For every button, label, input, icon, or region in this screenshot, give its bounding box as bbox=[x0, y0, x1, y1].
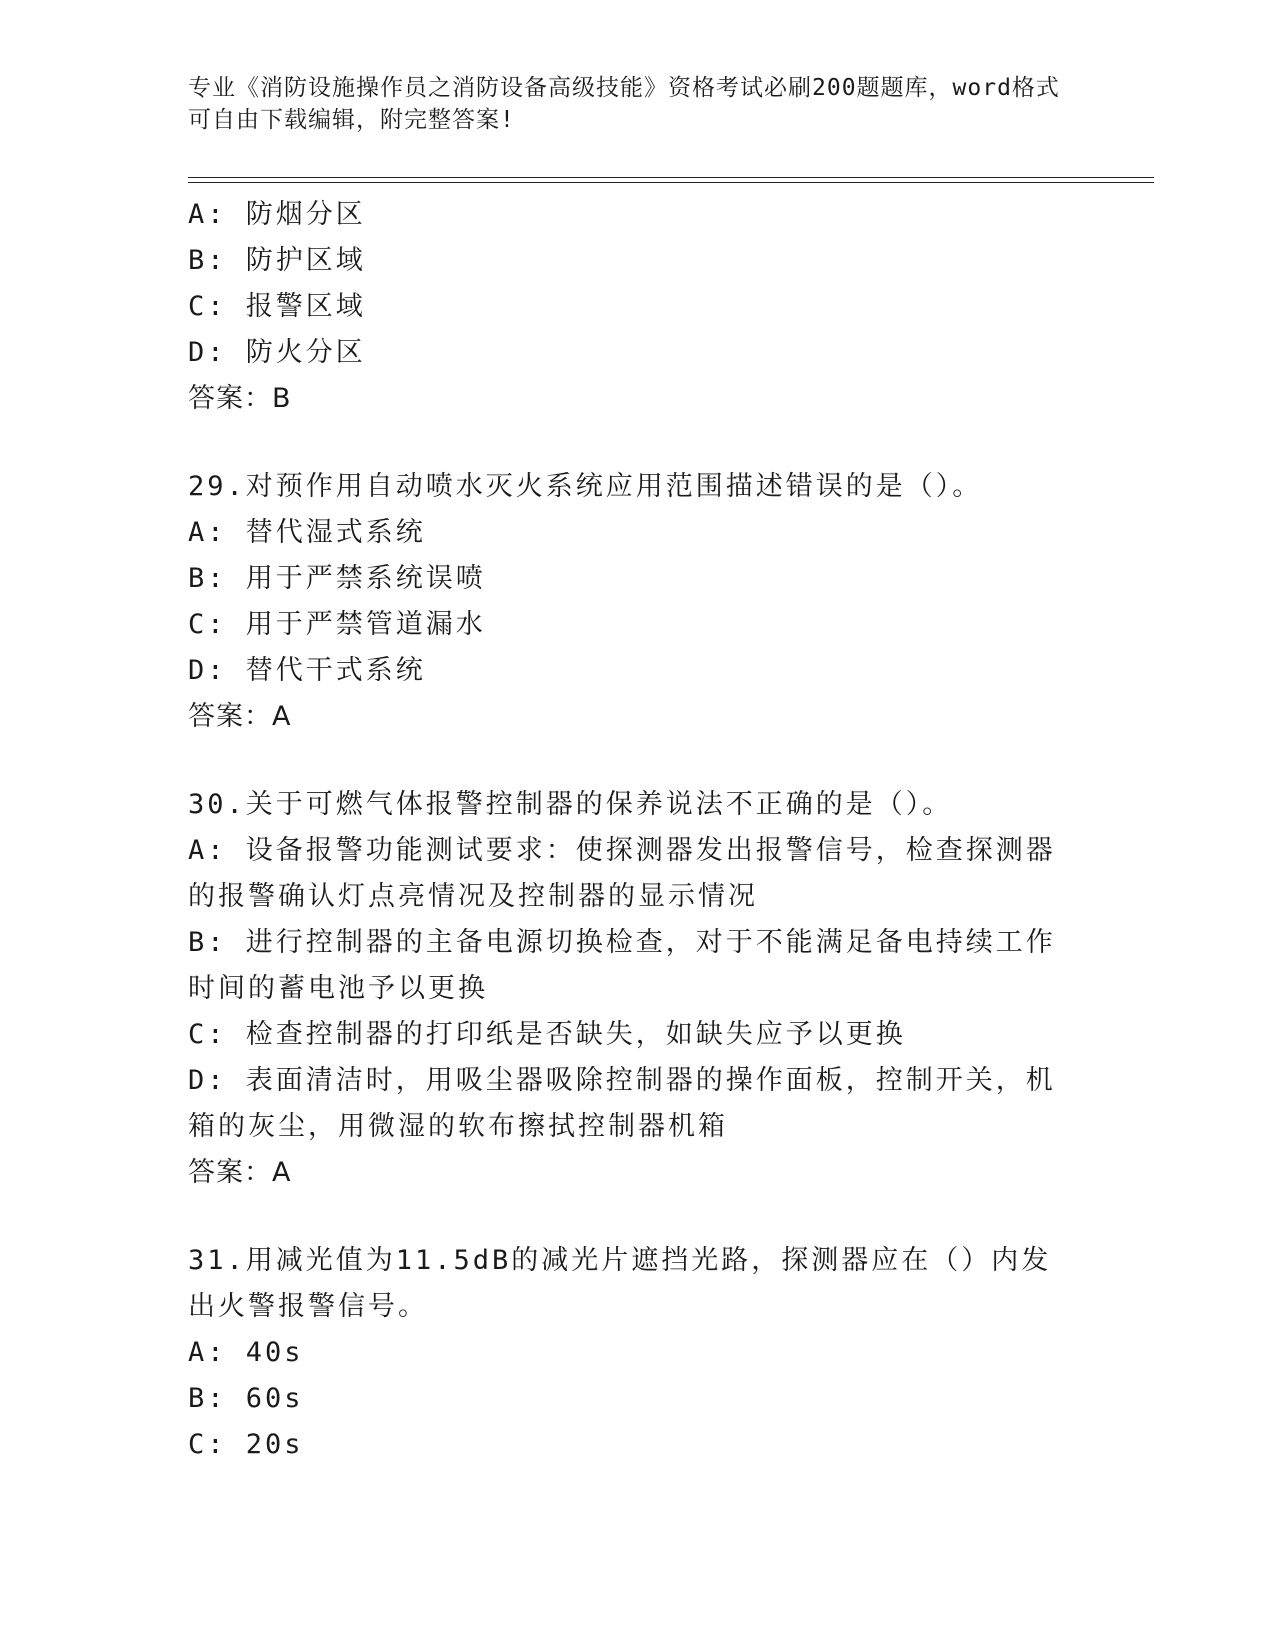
option-a: A: 替代湿式系统 bbox=[188, 517, 426, 548]
header-divider-bottom bbox=[188, 182, 1154, 183]
option-b: B: 用于严禁系统误喷 bbox=[188, 563, 486, 594]
option-c: C: 20s bbox=[188, 1429, 304, 1460]
document-header: 专业《消防设施操作员之消防设备高级技能》资格考试必刷200题题库，word格式可自由下载编辑，附完整答案! bbox=[188, 75, 1060, 133]
option-c: C: 检查控制器的打印纸是否缺失，如缺失应予以更换 bbox=[188, 1019, 906, 1050]
question-block bbox=[188, 1238, 1088, 1468]
answer-line: 答案：A bbox=[188, 1157, 292, 1188]
question-text: 31.用减光值为11.5dB的减光片遮挡光路，探测器应在（）内发出火警报警信号。 bbox=[188, 1245, 1052, 1322]
option-b: B: 进行控制器的主备电源切换检查，对于不能满足备电持续工作时间的蓄电池予以更换 bbox=[188, 927, 1056, 1004]
answer-line: 答案：A bbox=[188, 701, 292, 732]
option-d: D: 表面清洁时，用吸尘器吸除控制器的操作面板，控制开关，机箱的灰尘，用微湿的软布擦拭控制器机箱 bbox=[188, 1065, 1056, 1142]
option-a: A: 设备报警功能测试要求：使探测器发出报警信号，检查探测器的报警确认灯点亮情况及控制器的显示情况 bbox=[188, 835, 1056, 912]
option-b: B: 防护区域 bbox=[188, 245, 366, 276]
option-c: C: 用于严禁管道漏水 bbox=[188, 609, 486, 640]
question-block bbox=[188, 464, 1088, 740]
question-text: 29.对预作用自动喷水灭火系统应用范围描述错误的是（）。 bbox=[188, 471, 983, 502]
question-block bbox=[188, 192, 1088, 422]
header-divider-top bbox=[188, 177, 1154, 178]
question-block bbox=[188, 782, 1088, 1196]
option-c: C: 报警区域 bbox=[188, 291, 366, 322]
option-b: B: 60s bbox=[188, 1383, 304, 1414]
option-a: A: 40s bbox=[188, 1337, 304, 1368]
question-list bbox=[188, 192, 1088, 1468]
option-a: A: 防烟分区 bbox=[188, 199, 366, 230]
answer-line: 答案：B bbox=[188, 383, 292, 414]
question-text: 30.关于可燃气体报警控制器的保养说法不正确的是（）。 bbox=[188, 789, 953, 820]
option-d: D: 替代干式系统 bbox=[188, 655, 426, 686]
option-d: D: 防火分区 bbox=[188, 337, 366, 368]
